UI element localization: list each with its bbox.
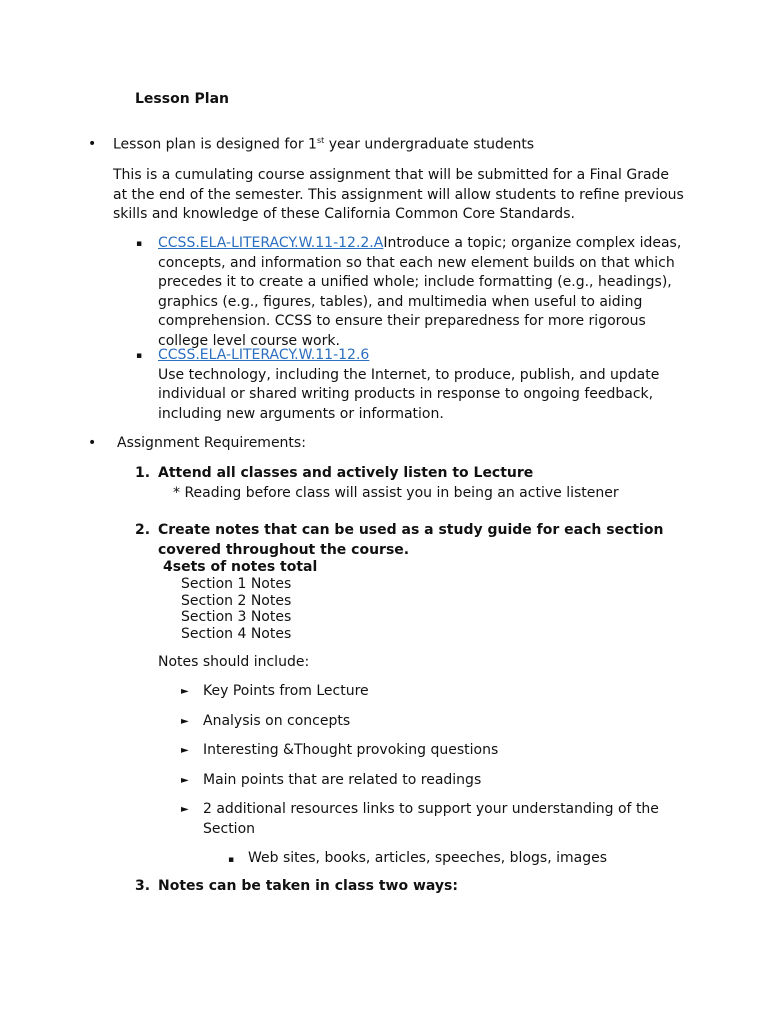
- intro-paragraph: [113, 166, 684, 225]
- standard-2-link[interactable]: CCSS.ELA-LITERACY.W.11-12.6: [158, 347, 370, 363]
- sections-list: [181, 576, 291, 642]
- square-bullet-icon: ▪: [136, 351, 143, 361]
- notes-sets: 4sets of notes total: [163, 559, 318, 575]
- section-item: Section 3 Notes: [181, 609, 292, 625]
- standard-2-line: individual or shared writing products in response to ongoing feedback,: [158, 386, 654, 402]
- intro-line-sup: st: [316, 136, 325, 145]
- standard-2-line: Use technology, including the Internet, to produce, publish, and update: [158, 366, 660, 383]
- include-item-line: 2 additional resources links to support your understanding of the: [203, 801, 659, 817]
- item-2-number: 2.: [135, 522, 151, 538]
- include-item: Main points that are related to readings: [203, 772, 482, 788]
- intro-line: [113, 136, 534, 153]
- section-item: Section 4 Notes: [181, 625, 292, 642]
- standard-1-line: comprehension. CCSS to ensure their preparedness for more rigorous: [158, 313, 646, 329]
- square-bullet-icon: ▪: [228, 855, 235, 865]
- intro-para-line: This is a cumulating course assignment that will be submitted for a Final Grade: [113, 167, 670, 183]
- include-item: Interesting &Thought provoking questions: [203, 742, 499, 758]
- bullet-marker: •: [88, 136, 97, 152]
- triangle-bullet-icon: ►: [181, 745, 189, 756]
- standard-1-line: concepts, and information so that each new element builds on that which: [158, 254, 675, 271]
- intro-para-line: skills and knowledge of these California Common Core Standards.: [113, 206, 575, 222]
- standard-2-line: including new arguments or information.: [158, 405, 444, 422]
- standard-1-line: precedes it to create a unified whole; include formatting (e.g., headings),: [158, 274, 672, 290]
- item-2-text: [158, 521, 663, 560]
- item-3-number: 3.: [135, 878, 151, 894]
- item-2-line: Create notes that can be used as a study guide for each section: [158, 522, 664, 538]
- item-1-note: * Reading before class will assist you in being an active listener: [173, 485, 619, 501]
- notes-include-label: Notes should include:: [158, 654, 310, 670]
- item-1-text: Attend all classes and actively listen to Lecture: [158, 465, 534, 481]
- item-1-number: 1.: [135, 465, 151, 481]
- triangle-bullet-icon: ►: [181, 686, 189, 697]
- include-item: Key Points from Lecture: [203, 683, 369, 699]
- standard-1-line: graphics (e.g., figures, tables), and multimedia when useful to aiding: [158, 293, 643, 310]
- include-item-line: Section: [203, 820, 256, 837]
- standard-2: [158, 346, 659, 424]
- item-2-line: covered throughout the course.: [158, 541, 410, 558]
- bullet-marker: •: [88, 435, 97, 451]
- square-bullet-icon: ▪: [136, 239, 143, 249]
- triangle-bullet-icon: ►: [181, 716, 189, 727]
- include-item: [203, 800, 659, 839]
- section-item: Section 2 Notes: [181, 592, 292, 609]
- section-item: Section 1 Notes: [181, 576, 292, 592]
- resource-types: Web sites, books, articles, speeches, blogs, images: [248, 850, 607, 866]
- standard-1-line: Introduce a topic; organize complex ideas,: [383, 235, 682, 251]
- page-title: Lesson Plan: [135, 91, 230, 107]
- intro-line-pre: Lesson plan is designed for 1: [113, 136, 317, 153]
- standard-1-line: college level course work.: [158, 332, 340, 349]
- item-3-text: Notes can be taken in class two ways:: [158, 878, 458, 894]
- standard-1: [158, 234, 681, 351]
- requirements-heading: Assignment Requirements:: [117, 435, 306, 451]
- standard-1-link[interactable]: CCSS.ELA-LITERACY.W.11-12.2.A: [158, 235, 384, 251]
- triangle-bullet-icon: ►: [181, 775, 189, 786]
- intro-line-post: year undergraduate students: [324, 136, 535, 153]
- include-item: Analysis on concepts: [203, 713, 351, 729]
- triangle-bullet-icon: ►: [181, 804, 189, 815]
- intro-para-line: at the end of the semester. This assignment will allow students to refine previous: [113, 186, 684, 203]
